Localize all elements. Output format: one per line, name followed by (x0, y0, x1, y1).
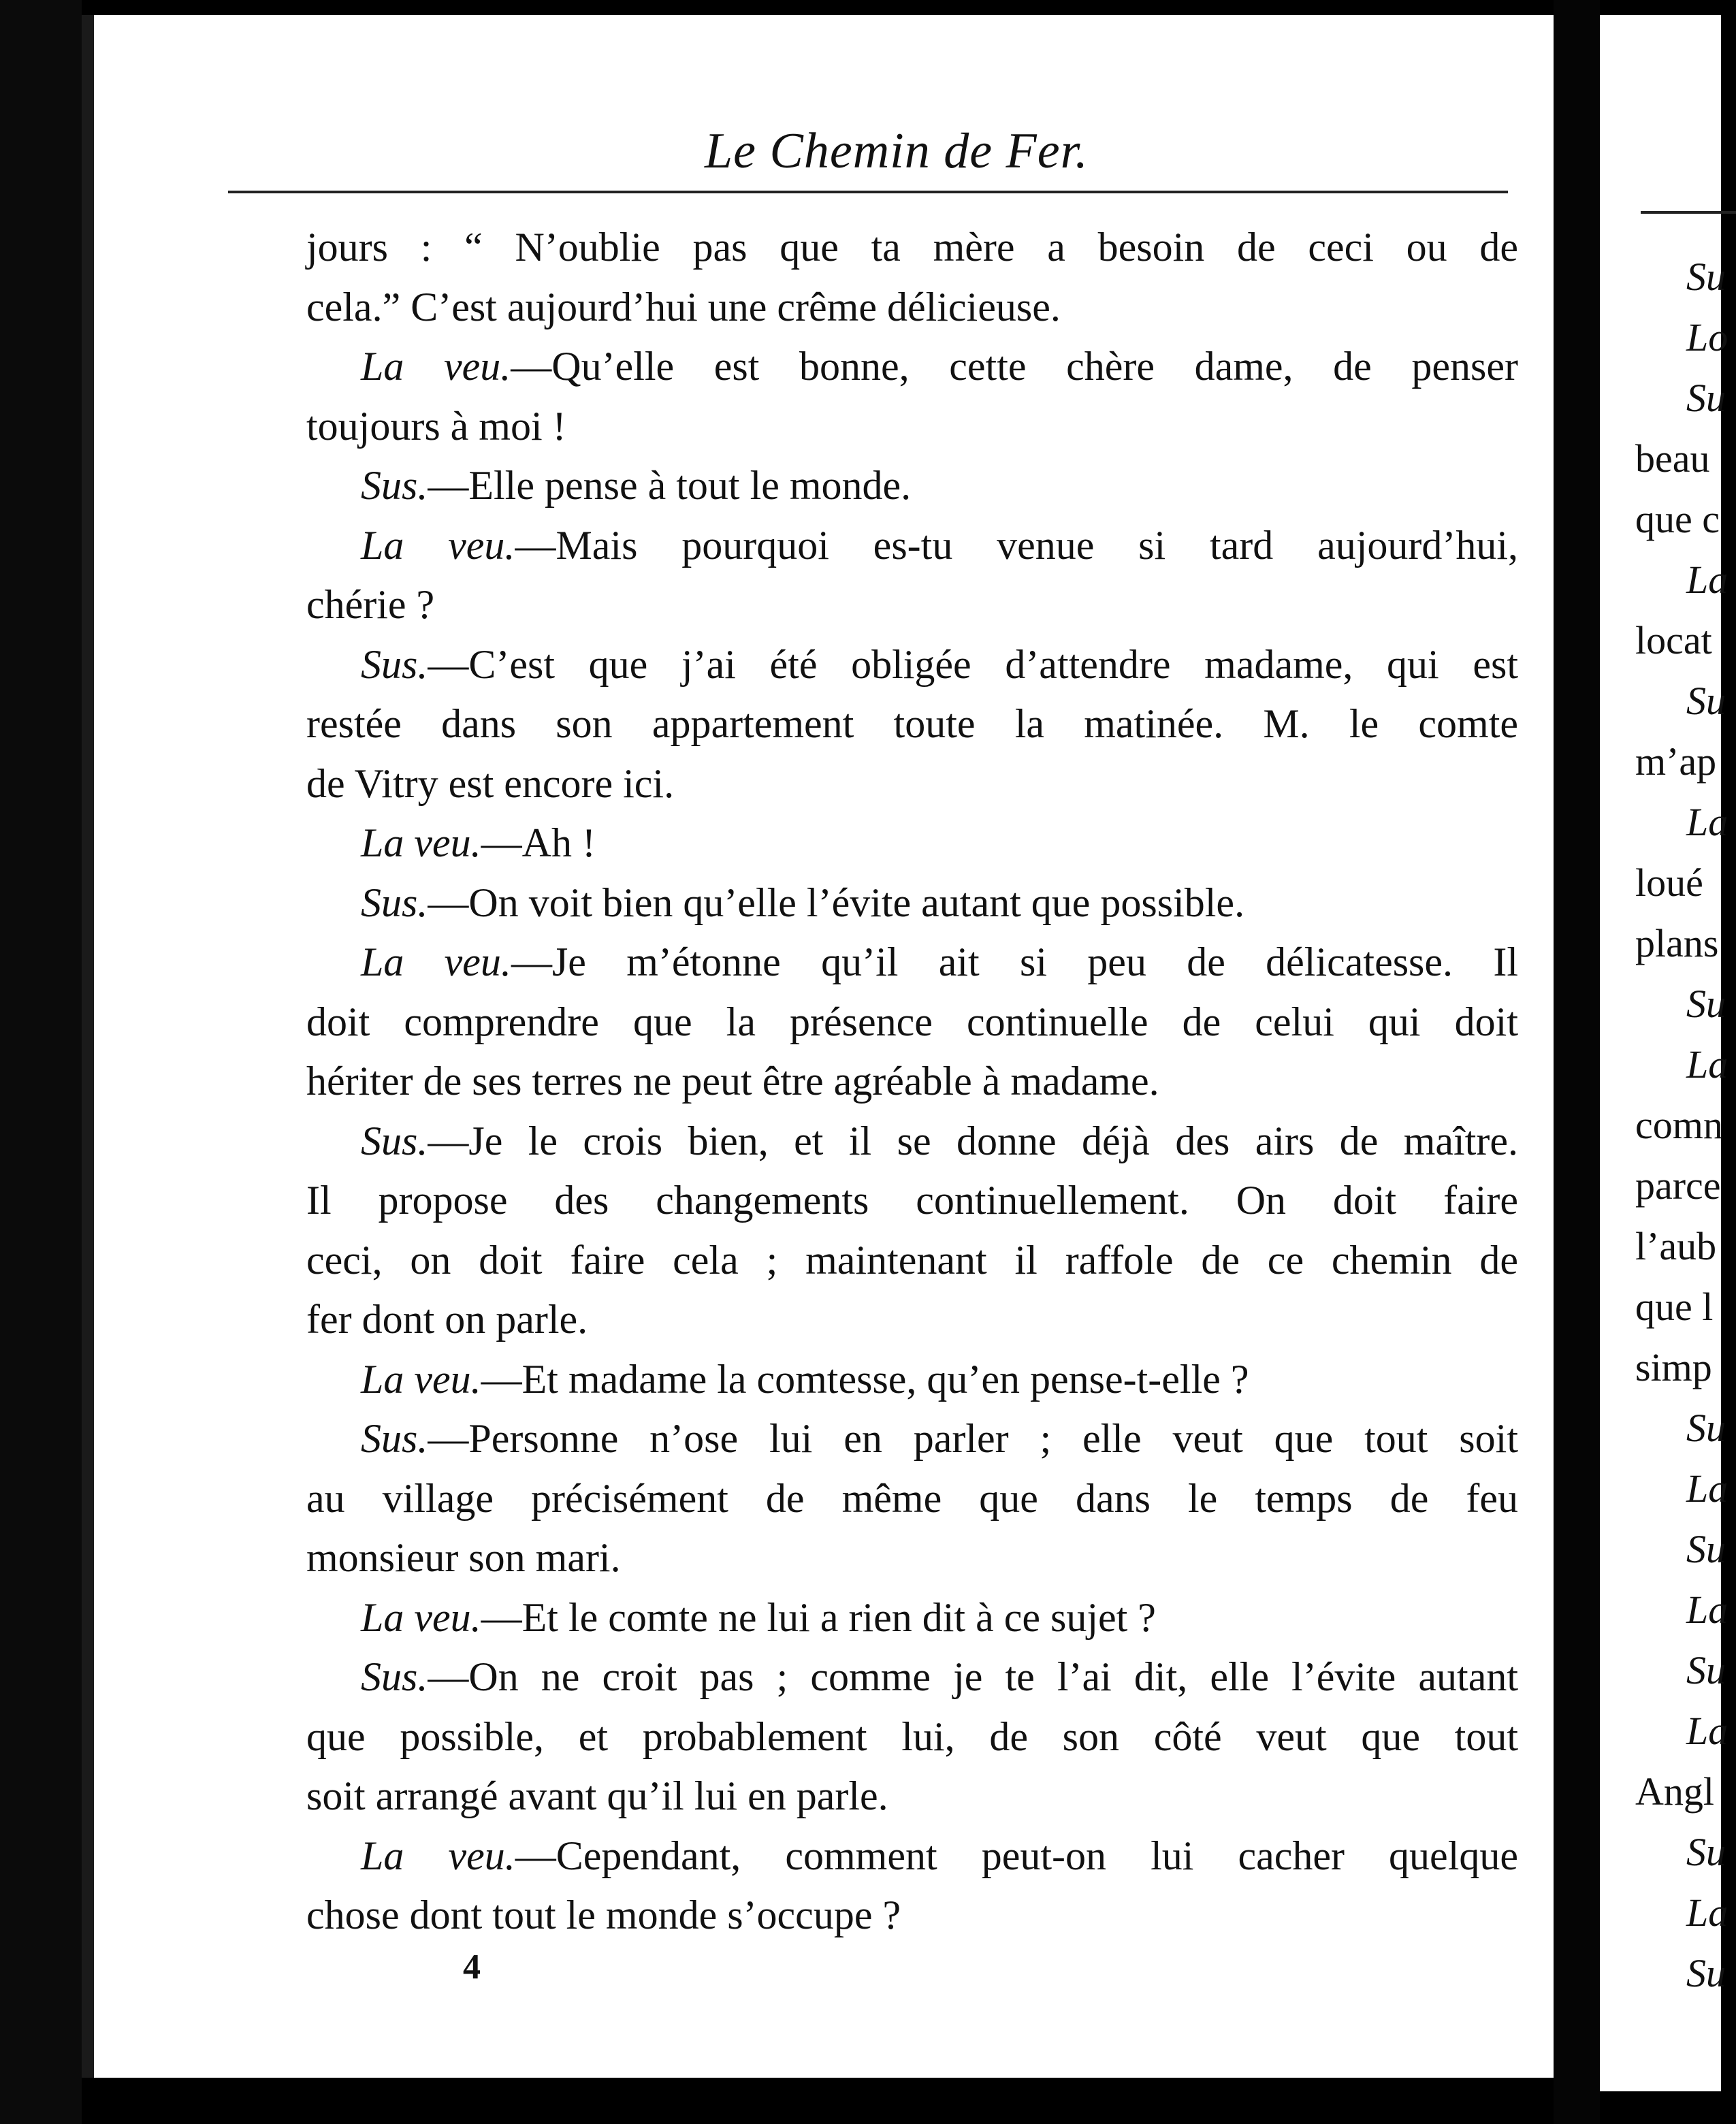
text-line (306, 1112, 1518, 1172)
text-line (306, 1052, 1518, 1112)
text-line (306, 278, 1518, 338)
facing-page-line: La (1686, 1890, 1729, 1935)
facing-page-line: La (1686, 800, 1729, 844)
line-text: soit arrangé avant qu’il lui en parle. (306, 1773, 888, 1818)
line-text: —Mais pourquoi es-tu venue si tard aujourd’hui, (515, 522, 1518, 568)
text-line (306, 1767, 1518, 1827)
line-text: —Qu’elle est bonne, cette chère dame, de penser (511, 344, 1518, 389)
text-line (306, 694, 1518, 754)
facing-page-line: La (1686, 1466, 1729, 1511)
speaker-name: La veu. (361, 522, 515, 568)
facing-page-line: m’ap (1635, 739, 1717, 784)
facing-page-line: loué (1635, 860, 1703, 905)
line-text: fer dont on parle. (306, 1297, 588, 1342)
text-line (306, 1409, 1518, 1469)
line-text: —On ne croit pas ; comme je te l’ai dit, elle l’évite autant (428, 1654, 1518, 1699)
line-text: —Et madame la comtesse, qu’en pense-t-elle ? (481, 1356, 1249, 1402)
line-text: —Je le crois bien, et il se donne déjà des airs de maître. (428, 1118, 1518, 1163)
facing-page-line: Su (1686, 1648, 1726, 1692)
line-text: jours : “ N’oublie pas que ta mère a besoin de ceci ou de (306, 225, 1518, 270)
speaker-name: La veu. (361, 939, 511, 984)
line-text: —C’est que j’ai été obligée d’attendre madame, qui est (428, 641, 1518, 687)
line-text: —Cependant, comment peut-on lui cacher quelque (515, 1833, 1518, 1878)
speaker-name: Sus. (361, 1654, 428, 1699)
facing-page-line: Su (1686, 1830, 1726, 1874)
facing-page-line: que c (1635, 497, 1720, 541)
dialogue-text (306, 218, 1518, 1946)
line-text: —Je m’étonne qu’il ait si peu de délicatesse. Il (511, 939, 1518, 984)
text-line (306, 1350, 1518, 1410)
facing-page-rule (1641, 211, 1736, 214)
text-line (306, 1647, 1518, 1707)
speaker-name: La veu. (361, 820, 481, 865)
speaker-name: La veu. (361, 1356, 481, 1402)
speaker-name: Sus. (361, 463, 428, 508)
line-text: hériter de ses terres ne peut être agréable à madame. (306, 1059, 1159, 1104)
text-line (306, 1469, 1518, 1529)
text-line (306, 397, 1518, 457)
page-edge-shadow (82, 15, 94, 2078)
text-line (306, 933, 1518, 993)
text-line (306, 1528, 1518, 1588)
line-text: —Et le comte ne lui a rien dit à ce sujet ? (481, 1594, 1156, 1640)
text-line (306, 575, 1518, 635)
facing-page-line: parce (1635, 1163, 1721, 1208)
text-line (306, 754, 1518, 814)
line-text: de Vitry est encore ici. (306, 760, 675, 806)
line-text: —Ah ! (481, 820, 596, 865)
facing-page-line: Angl (1635, 1769, 1714, 1814)
line-text: —Personne n’ose lui en parler ; elle veut que tout soit (428, 1416, 1518, 1461)
speaker-name: La veu. (361, 1833, 515, 1878)
facing-page-line: Lo (1686, 315, 1729, 359)
text-line (306, 814, 1518, 873)
text-line (306, 337, 1518, 397)
facing-page-line: La (1686, 558, 1729, 602)
text-line (306, 1827, 1518, 1886)
facing-page-line: Su (1686, 1951, 1726, 1995)
facing-page-text (1635, 246, 1728, 2004)
facing-page-line: Su (1686, 982, 1726, 1026)
facing-page-line: Su (1686, 1527, 1726, 1571)
facing-page-line: La (1686, 1709, 1729, 1753)
facing-page-line: l’aub (1635, 1224, 1717, 1268)
text-line (306, 635, 1518, 695)
text-line (306, 1231, 1518, 1291)
facing-page-line: que l (1635, 1285, 1714, 1329)
speaker-name: Sus. (361, 1118, 428, 1163)
speaker-name: La veu. (361, 344, 511, 389)
speaker-name: La veu. (361, 1594, 481, 1640)
facing-page-line: simp (1635, 1345, 1712, 1389)
facing-page-line: La (1686, 1042, 1729, 1087)
page-header (228, 109, 1522, 191)
facing-page-line: beau (1635, 436, 1710, 481)
line-text: —On voit bien qu’elle l’évite autant que possible. (428, 880, 1245, 925)
text-line (306, 456, 1518, 516)
facing-page-line: Su (1686, 679, 1726, 723)
text-line (306, 873, 1518, 933)
speaker-name: Sus. (361, 641, 428, 687)
running-title: Le Chemin de Fer. (705, 123, 1089, 179)
line-text: au village précisément de même que dans le temps de feu (306, 1475, 1518, 1521)
facing-page-line: Su (1686, 1406, 1726, 1450)
header-rule (228, 191, 1508, 193)
facing-page-line: comn (1635, 1103, 1723, 1147)
line-text: chose dont tout le monde s’occupe ? (306, 1893, 901, 1937)
speaker-name: Sus. (361, 1416, 428, 1461)
facing-page-fragment (1600, 15, 1729, 2091)
line-text: que possible, et probablement lui, de son côté veut que tout (306, 1713, 1518, 1759)
facing-page-line: Su (1686, 376, 1726, 420)
page-number: 4 (463, 1948, 481, 1986)
text-line (306, 1886, 1518, 1946)
line-text: —Elle pense à tout le monde. (428, 463, 912, 508)
line-text: Il propose des changements continuellement. On doit faire (306, 1178, 1518, 1223)
text-line (306, 1588, 1518, 1648)
speaker-name: Sus. (361, 880, 428, 925)
text-line (306, 1707, 1518, 1767)
line-text: chérie ? (306, 582, 435, 627)
facing-page-line: locat (1635, 618, 1712, 662)
facing-page-line: Su (1686, 255, 1726, 299)
facing-page-line: La (1686, 1588, 1729, 1632)
line-text: restée dans son appartement toute la matinée. M. le comte (306, 701, 1518, 746)
line-text: toujours à moi ! (306, 403, 566, 449)
book-gutter (1554, 0, 1600, 2124)
text-line (306, 1290, 1518, 1350)
line-text: monsieur son mari. (306, 1535, 621, 1580)
facing-page-line: plans (1635, 921, 1719, 965)
line-text: cela.” C’est aujourd’hui une crême délicieuse. (306, 284, 1061, 329)
text-line (306, 218, 1518, 278)
text-line (306, 516, 1518, 576)
text-line (306, 993, 1518, 1052)
line-text: ceci, on doit faire cela ; maintenant il raffole de ce chemin de (306, 1237, 1518, 1283)
line-text: doit comprendre que la présence continuelle de celui qui doit (306, 999, 1518, 1044)
text-line (306, 1171, 1518, 1231)
scan-left-edge (0, 0, 82, 2124)
